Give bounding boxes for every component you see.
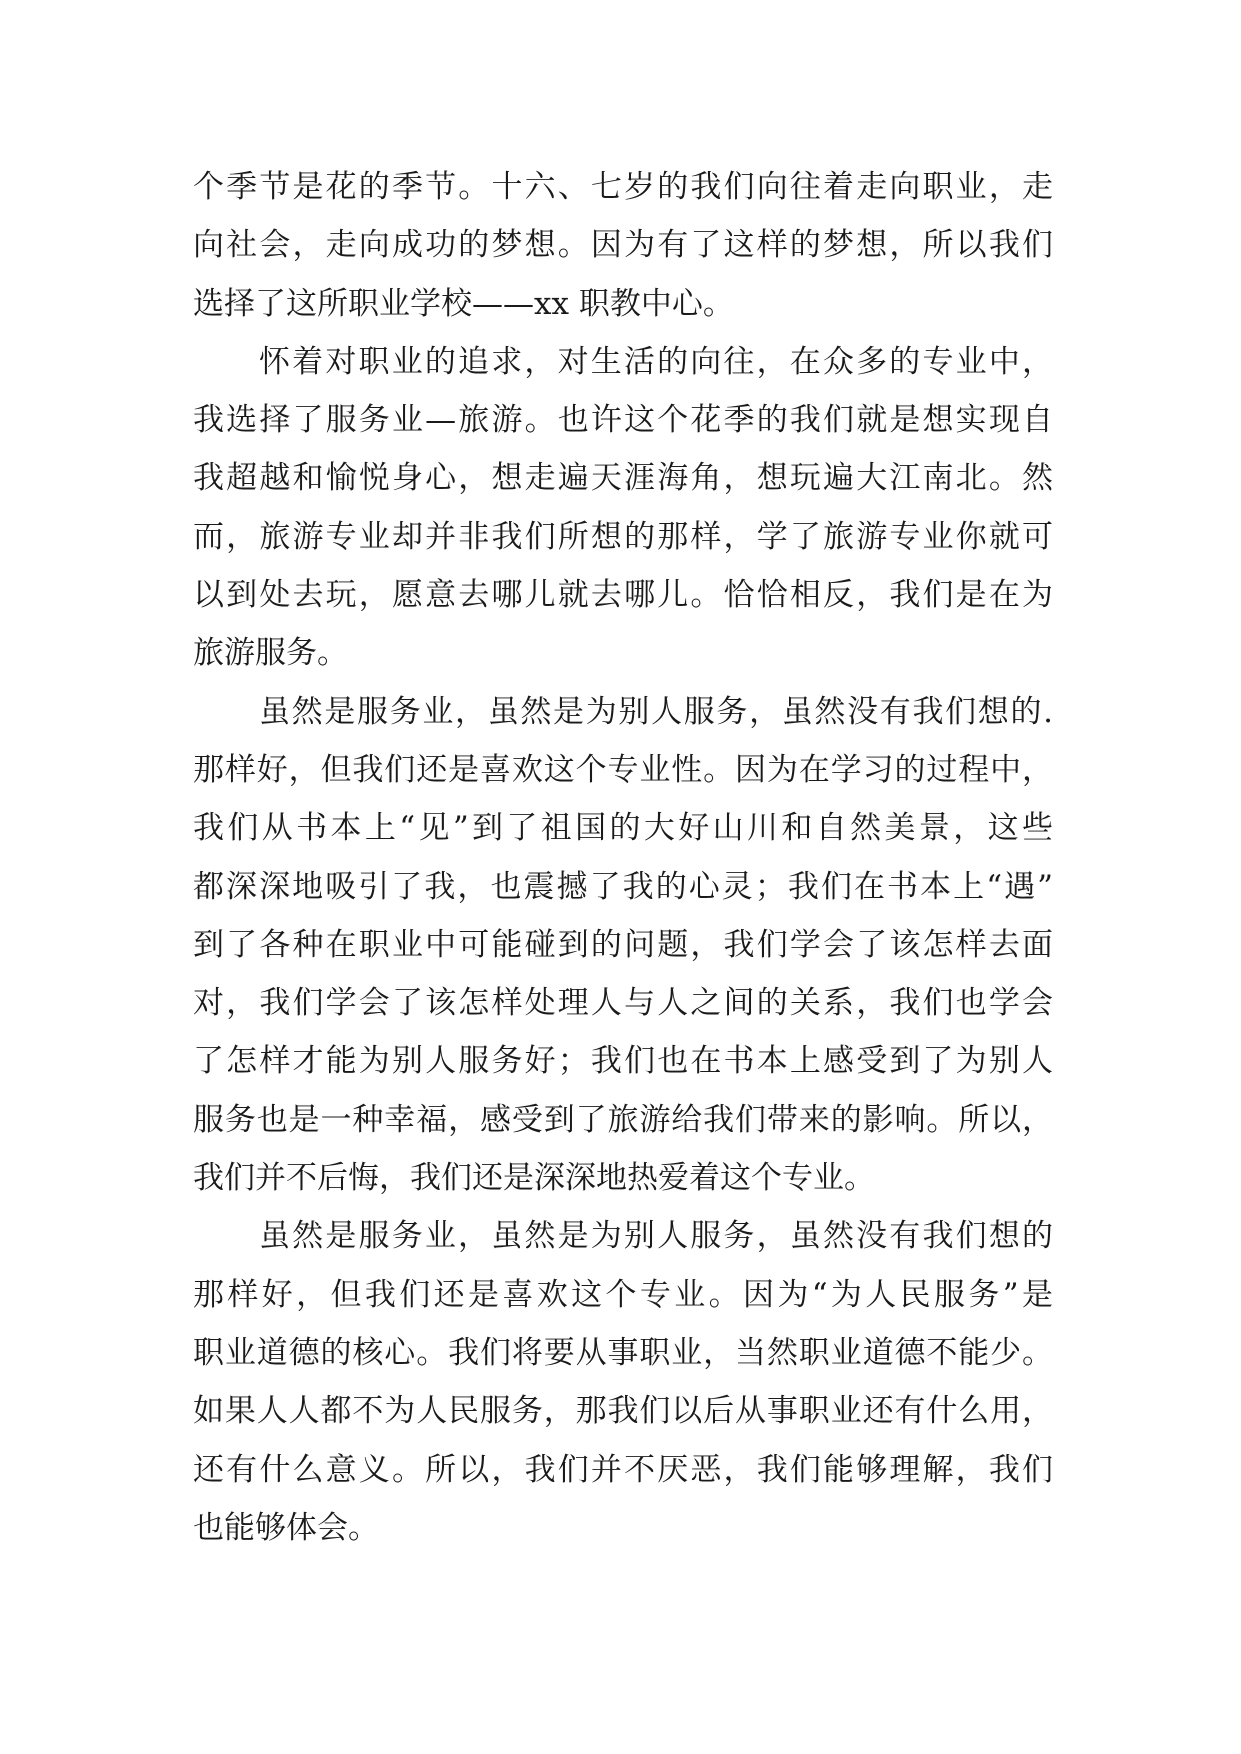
text-line: 职业道德的核心。我们将要从事职业，当然职业道德不能少。 — [193, 1334, 1053, 1371]
text-line: 怀着对职业的追求，对生活的向往，在众多的专业中， — [259, 343, 1053, 380]
text-line: 到了各种在职业中可能碰到的问题，我们学会了该怎样去面 — [193, 926, 1053, 963]
text-line: 那样好，但我们还是喜欢这个专业性。因为在学习的过程中， — [193, 751, 1053, 788]
body-text — [193, 158, 1053, 1557]
text-line: 我选择了服务业—旅游。也许这个花季的我们就是想实现自 — [193, 402, 1053, 439]
text-line: 个季节是花的季节。十六、七岁的我们向往着走向职业，走 — [193, 169, 1053, 205]
text-line: 选择了这所职业学校——xx 职教中心。 — [193, 285, 734, 322]
text-line: 虽然是服务业，虽然是为别人服务，虽然没有我们想的 — [259, 1218, 1053, 1255]
text-line: 还有什么意义。所以，我们并不厌恶，我们能够理解，我们 — [193, 1451, 1053, 1488]
text-line: 那样好，但我们还是喜欢这个专业。因为“为人民服务”是 — [193, 1276, 1053, 1313]
text-line: 我们并不后悔，我们还是深深地热爱着这个专业。 — [193, 1160, 875, 1197]
text-line: 向社会，走向成功的梦想。因为有了这样的梦想，所以我们 — [193, 227, 1053, 264]
text-line: 如果人人都不为人民服务，那我们以后从事职业还有什么用， — [193, 1393, 1053, 1430]
text-line: 虽然是服务业，虽然是为别人服务，虽然没有我们想的. — [259, 693, 1053, 730]
text-line: 我们从书本上“见”到了祖国的大好山川和自然美景，这些 — [193, 810, 1053, 847]
text-line: 我超越和愉悦身心，想走遍天涯海角，想玩遍大江南北。然 — [193, 460, 1053, 497]
text-line: 以到处去玩，愿意去哪儿就去哪儿。恰恰相反，我们是在为 — [193, 577, 1053, 614]
text-line: 而，旅游专业却并非我们所想的那样，学了旅游专业你就可 — [193, 518, 1053, 555]
text-line: 都深深地吸引了我，也震撼了我的心灵；我们在书本上“遇” — [193, 868, 1053, 905]
text-line: 也能够体会。 — [193, 1509, 379, 1546]
text-line: 对，我们学会了该怎样处理人与人之间的关系，我们也学会 — [193, 985, 1053, 1022]
text-line: 旅游服务。 — [193, 635, 348, 672]
text-line: 服务也是一种幸福，感受到了旅游给我们带来的影响。所以， — [193, 1101, 1053, 1138]
text-line: 了怎样才能为别人服务好；我们也在书本上感受到了为别人 — [193, 1043, 1053, 1080]
